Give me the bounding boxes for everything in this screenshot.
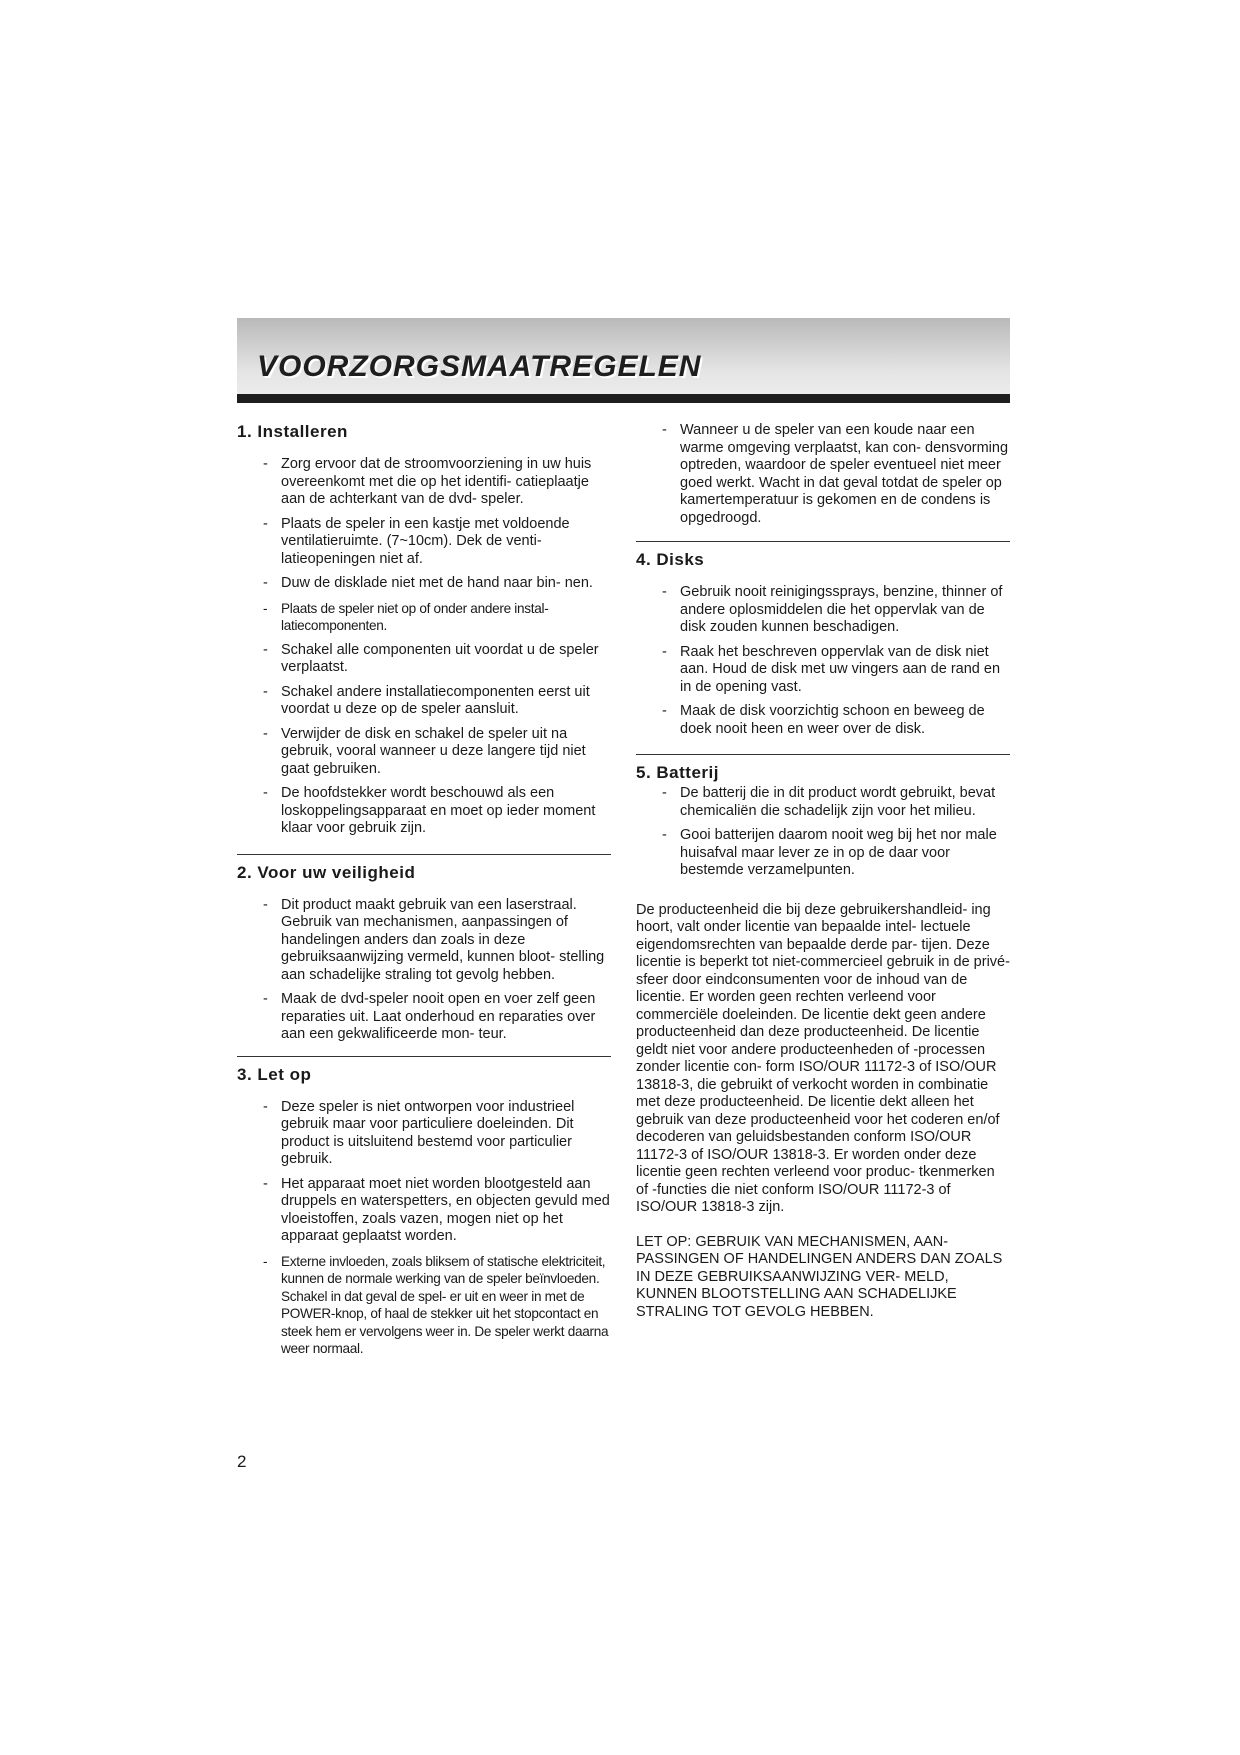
batterij-list xyxy=(636,785,1010,880)
list-item: - Maak de dvd-speler nooit open en voer zelf geen reparaties uit. Laat onderhoud en reparaties over aan een gekwalificeerde mon- teur. xyxy=(237,991,611,1044)
list-item: - Het apparaat moet niet worden blootgesteld aan druppels en waterspetters, en objecten gevuld med vloeistoffen, zoals vazen, mogen niet op het apparaat geplaatst worden. xyxy=(237,1176,611,1246)
list-item: - Zorg ervoor dat de stroomvoorziening in uw huis overeenkomt met die op het identifi- catieplaatje aan de achterkant van de dvd- speler. xyxy=(237,456,611,509)
list-item: - Wanneer u de speler van een koude naar een warme omgeving verplaatst, kan con- densvorming optreden, waardoor de speler eventueel niet meer goed werkt. Wacht in dat geval totdat de speler op kamertemperatuur is gekomen en de condens is opgedroogd. xyxy=(636,422,1010,527)
section-divider xyxy=(636,541,1010,542)
section-heading-letop: 3. Let op xyxy=(237,1064,312,1084)
list-item: - De batterij die in dit product wordt gebruikt, bevat chemicaliën die schadelijk zijn voor het milieu. xyxy=(636,785,1010,820)
list-item: - Externe invloeden, zoals bliksem of statische elektriciteit, kunnen de normale werking van de speler beïnvloeden. Schakel in dat geval de spel- er uit en weer in met de POWER-knop, of haal de stekker uit het stopcontact en steek hem er vervolgens weer in. De speler werkt daarna weer normaal. xyxy=(237,1253,611,1358)
list-item: - Gooi batterijen daarom nooit weg bij het nor male huisafval maar lever ze in op de daar voor bestemde verzamelpunten. xyxy=(636,827,1010,880)
section-divider xyxy=(237,1056,611,1057)
list-item: - Schakel alle componenten uit voordat u de speler verplaatst. xyxy=(237,642,611,677)
page-number: 2 xyxy=(237,1452,247,1471)
left-column xyxy=(237,422,611,1365)
list-item: - Plaats de speler in een kastje met voldoende ventilatieruimte. (7~10cm). Dek de venti- latieopeningen niet af. xyxy=(237,516,611,569)
right-column xyxy=(636,422,1010,1321)
disks-list xyxy=(636,584,1010,738)
page-title: VOORZORGSMAATREGELEN xyxy=(257,350,702,383)
section-divider xyxy=(237,854,611,855)
section-heading-disks: 4. Disks xyxy=(636,550,705,569)
warning-paragraph: LET OP: GEBRUIK VAN MECHANISMEN, AAN- PASSINGEN OF HANDELINGEN ANDERS DAN ZOALS IN DEZE GEBRUIKSAANWIJZING VER- MELD, KUNNEN BLOOTSTELLING AAN SCHADELIJKE STRALING TOT GEVOLG HEBBEN. xyxy=(636,1233,1003,1320)
list-item: - Verwijder de disk en schakel de speler uit na gebruik, vooral wanneer u deze langere tijd niet gaat gebruiken. xyxy=(237,726,611,779)
condensation-list xyxy=(636,422,1010,527)
list-item: - Duw de disklade niet met de hand naar bin- nen. xyxy=(237,575,611,593)
list-item: - Dit product maakt gebruik van een laserstraal. Gebruik van mechanismen, aanpassingen of handelingen anders dan zoals in deze gebruiksaanwijzing vermeld, kunnen bloot- stelling aan schadelijke straling tot gevolg hebben. xyxy=(237,897,611,985)
title-banner-rule xyxy=(237,394,1010,403)
list-item: - Maak de disk voorzichtig schoon en beweeg de doek nooit heen en weer over de disk. xyxy=(636,703,1010,738)
section-divider xyxy=(636,754,1010,755)
section-heading-veiligheid: 2. Voor uw veiligheid xyxy=(237,862,416,882)
list-item: - Deze speler is niet ontworpen voor industrieel gebruik maar voor particuliere doeleinden. Dit product is uitsluitend bestemd voor particulier gebruik. xyxy=(237,1099,611,1169)
list-item: - Raak het beschreven oppervlak van de disk niet aan. Houd de disk met uw vingers aan de rand en in de opening vast. xyxy=(636,644,1010,697)
section-heading-batterij: 5. Batterij xyxy=(636,763,719,782)
veiligheid-list xyxy=(237,897,611,1044)
installeren-list xyxy=(237,456,611,838)
list-item: - De hoofdstekker wordt beschouwd als een loskoppelingsapparaat en moet op ieder moment klaar voor gebruik zijn. xyxy=(237,785,611,838)
list-item: - Plaats de speler niet op of onder andere instal- latiecomponenten. xyxy=(237,600,611,635)
list-item: - Gebruik nooit reinigingssprays, benzine, thinner of andere oplosmiddelen die het oppervlak van de disk zouden kunnen beschadigen. xyxy=(636,584,1010,637)
license-paragraph: De producteenheid die bij deze gebruikershandleid- ing hoort, valt onder licentie van bepaalde intel- lectuele eigendomsrechten van bepaalde derde par- tijen. Deze licentie is beperkt tot niet-commercieel gebruik in de privé-sfeer door eindconsumenten voor de inhoud van de licentie. Er worden geen rechten verleend voor commerciële doeleinden. De licentie dekt geen andere producteenheid dan deze producteenheid. De licentie geldt niet voor andere producteenheden of -processen zonder licentie con- form ISO/OUR 11172-3 of ISO/OUR 13818-3, die gebruikt of verkocht worden in combinatie met deze producteenheid. De licentie dekt alleen het gebruik van deze producteenheid voor het coderen en/of decoderen van geluidsbestanden conform ISO/OUR 11172-3 of ISO/OUR 13818-3. Er worden onder deze licentie geen rechten verleend voor produc- tkenmerken of -functies die niet conform ISO/OUR 11172-3 of ISO/OUR 13818-3 zijn. xyxy=(636,901,1010,1215)
letop-list xyxy=(237,1099,611,1358)
list-item: - Schakel andere installatiecomponenten eerst uit voordat u deze op de speler aansluit. xyxy=(237,684,611,719)
section-heading-installeren: 1. Installeren xyxy=(237,422,348,441)
